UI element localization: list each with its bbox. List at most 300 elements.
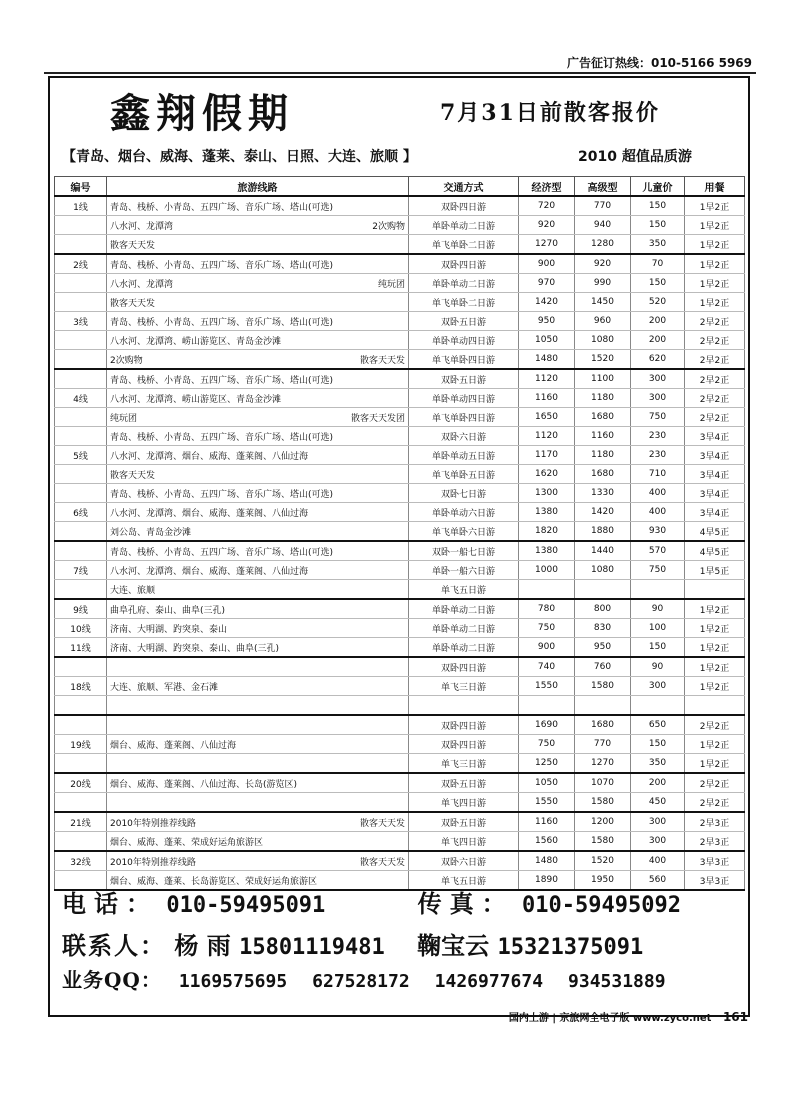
route-text: 烟台、威海、蓬莱阁、八仙过海、长岛(游览区): [110, 779, 298, 790]
table-body: [55, 196, 745, 890]
premium-price: 1420: [575, 503, 631, 522]
table-row: [55, 599, 745, 619]
premium-price: [575, 696, 631, 716]
meal-plan: 1早2正: [685, 657, 745, 677]
meal-plan: 2早2正: [685, 773, 745, 793]
child-price: 400: [631, 503, 685, 522]
economy-price: 720: [519, 196, 575, 216]
economy-price: 1650: [519, 408, 575, 427]
meal-plan: 4早5正: [685, 541, 745, 561]
route-number: [55, 408, 107, 427]
header-child: 儿童价: [631, 177, 685, 197]
transport-mode: 双卧五日游: [409, 369, 519, 389]
meal-plan: 2早2正: [685, 350, 745, 370]
meal-plan: 1早2正: [685, 235, 745, 255]
route-number: [55, 350, 107, 370]
transport-mode: 双卧四日游: [409, 735, 519, 754]
route-number: [55, 696, 107, 716]
route-description: [107, 484, 409, 503]
economy-price: 1120: [519, 427, 575, 446]
route-text: 济南、大明湖、趵突泉、泰山、曲阜(三孔): [110, 643, 280, 654]
economy-price: 1000: [519, 561, 575, 580]
table-row: [55, 561, 745, 580]
route-number: 20线: [55, 773, 107, 793]
premium-price: 1270: [575, 754, 631, 774]
route-description: [107, 408, 409, 427]
transport-mode: 双卧一船七日游: [409, 541, 519, 561]
meal-plan: 2早3正: [685, 812, 745, 832]
route-description: [107, 541, 409, 561]
person-label: 联系人：: [62, 931, 166, 960]
route-description: [107, 389, 409, 408]
economy-price: 1620: [519, 465, 575, 484]
child-price: 100: [631, 619, 685, 638]
transport-mode: 单飞四日游: [409, 832, 519, 852]
premium-price: 1080: [575, 331, 631, 350]
child-price: 300: [631, 832, 685, 852]
child-price: 150: [631, 216, 685, 235]
table-row: [55, 350, 745, 370]
route-description: [107, 446, 409, 465]
price-table: [54, 176, 745, 891]
route-description: [107, 522, 409, 542]
meal-plan: 4早5正: [685, 522, 745, 542]
premium-price: 1580: [575, 832, 631, 852]
child-price: 400: [631, 851, 685, 871]
meal-plan: 2早2正: [685, 369, 745, 389]
route-text: 烟台、威海、蓬莱阁、八仙过海: [110, 740, 237, 751]
table-row: [55, 389, 745, 408]
route-description: [107, 254, 409, 274]
economy-price: 1890: [519, 871, 575, 891]
meal-plan: 2早2正: [685, 312, 745, 331]
qq-line: [62, 964, 666, 993]
child-price: 300: [631, 812, 685, 832]
child-price: 400: [631, 484, 685, 503]
route-description: [107, 293, 409, 312]
meal-plan: 1早2正: [685, 254, 745, 274]
transport-mode: 单卧一船六日游: [409, 561, 519, 580]
premium-price: 950: [575, 638, 631, 658]
child-price: 230: [631, 446, 685, 465]
person-line: [62, 926, 643, 961]
transport-mode: 双卧六日游: [409, 851, 519, 871]
transport-mode: 单卧单动二日游: [409, 274, 519, 293]
economy-price: 1160: [519, 812, 575, 832]
route-number: [55, 754, 107, 774]
route-note: 散客天天发: [359, 818, 405, 829]
route-description: [107, 599, 409, 619]
table-row: [55, 696, 745, 716]
route-description: [107, 350, 409, 370]
transport-mode: 单飞单卧六日游: [409, 522, 519, 542]
transport-mode: 单卧单动五日游: [409, 446, 519, 465]
route-number: 21线: [55, 812, 107, 832]
economy-price: 1690: [519, 715, 575, 735]
premium-price: 1520: [575, 350, 631, 370]
table-row: [55, 832, 745, 852]
meal-plan: 1早2正: [685, 638, 745, 658]
footer-brand: 京旅网全电子版 www.zyco.net: [559, 1013, 712, 1024]
premium-price: 1520: [575, 851, 631, 871]
route-text: 2010年特别推荐线路: [110, 857, 196, 868]
economy-price: 1250: [519, 754, 575, 774]
route-description: [107, 274, 409, 293]
transport-mode: 单飞三日游: [409, 754, 519, 774]
child-price: 620: [631, 350, 685, 370]
economy-price: 1550: [519, 677, 575, 696]
premium-price: 1580: [575, 677, 631, 696]
route-number: [55, 522, 107, 542]
route-number: 5线: [55, 446, 107, 465]
meal-plan: 2早2正: [685, 331, 745, 350]
route-note: 纯玩团: [377, 279, 405, 290]
transport-mode: 单卧单动六日游: [409, 503, 519, 522]
meal-plan: 1早2正: [685, 293, 745, 312]
route-number: [55, 580, 107, 600]
transport-mode: 单卧单动二日游: [409, 599, 519, 619]
route-number: [55, 235, 107, 255]
premium-price: 990: [575, 274, 631, 293]
child-price: [631, 580, 685, 600]
child-price: 350: [631, 235, 685, 255]
table-row: [55, 465, 745, 484]
transport-mode: 双卧四日游: [409, 196, 519, 216]
child-price: 300: [631, 389, 685, 408]
child-price: 90: [631, 657, 685, 677]
child-price: 230: [631, 427, 685, 446]
route-number: [55, 369, 107, 389]
table-row: [55, 216, 745, 235]
economy-price: 780: [519, 599, 575, 619]
route-number: 1线: [55, 196, 107, 216]
route-text: 八水河、龙潭湾、崂山游览区、青岛金沙滩: [110, 336, 282, 347]
premium-price: 1680: [575, 715, 631, 735]
route-number: 7线: [55, 561, 107, 580]
transport-mode: 双卧六日游: [409, 427, 519, 446]
meal-plan: 3早4正: [685, 503, 745, 522]
economy-price: 1380: [519, 503, 575, 522]
table-row: [55, 735, 745, 754]
transport-mode: 双卧五日游: [409, 812, 519, 832]
premium-price: 770: [575, 735, 631, 754]
route-number: [55, 465, 107, 484]
meal-plan: 2早2正: [685, 389, 745, 408]
table-row: [55, 235, 745, 255]
person1-phone: 15801119481: [239, 935, 385, 960]
economy-price: 1300: [519, 484, 575, 503]
transport-mode: 双卧五日游: [409, 773, 519, 793]
route-note: 散客天天发: [359, 355, 405, 366]
table-row: [55, 773, 745, 793]
child-price: 150: [631, 274, 685, 293]
meal-plan: 3早4正: [685, 427, 745, 446]
route-number: [55, 715, 107, 735]
route-description: [107, 369, 409, 389]
route-description: [107, 812, 409, 832]
page-title: 鑫翔假期: [110, 90, 294, 137]
premium-price: [575, 580, 631, 600]
table-row: [55, 580, 745, 600]
route-text: 散客天天发: [110, 470, 156, 481]
premium-price: 1440: [575, 541, 631, 561]
meal-plan: 1早2正: [685, 754, 745, 774]
premium-price: 1180: [575, 389, 631, 408]
route-text: 大连、旅顺、军港、金石滩: [110, 682, 219, 693]
meal-plan: 1早2正: [685, 735, 745, 754]
route-number: 3线: [55, 312, 107, 331]
route-number: [55, 274, 107, 293]
economy-price: [519, 696, 575, 716]
premium-price: 1680: [575, 465, 631, 484]
transport-mode: [409, 696, 519, 716]
table-row: [55, 522, 745, 542]
meal-plan: 3早4正: [685, 465, 745, 484]
transport-mode: 单飞四日游: [409, 793, 519, 813]
person2-name: 鞠宝云: [417, 932, 490, 960]
economy-price: 1420: [519, 293, 575, 312]
route-number: 10线: [55, 619, 107, 638]
route-description: [107, 503, 409, 522]
route-description: [107, 735, 409, 754]
premium-price: 770: [575, 196, 631, 216]
route-description: [107, 754, 409, 774]
route-text: 八水河、龙潭湾、崂山游览区、青岛金沙滩: [110, 394, 282, 405]
route-description: [107, 832, 409, 852]
header-meal: 用餐: [685, 177, 745, 197]
route-text: 八水河、龙潭湾、烟台、威海、蓬莱阁、八仙过海: [110, 566, 309, 577]
table-row: [55, 484, 745, 503]
table-row: [55, 254, 745, 274]
premium-price: 1330: [575, 484, 631, 503]
route-text: 济南、大明湖、趵突泉、泰山: [110, 624, 228, 635]
table-row: [55, 369, 745, 389]
economy-price: 1820: [519, 522, 575, 542]
economy-price: 1480: [519, 350, 575, 370]
meal-plan: 3早3正: [685, 871, 745, 891]
table-row: [55, 619, 745, 638]
route-text: 曲阜孔府、泰山、曲阜(三孔): [110, 605, 226, 616]
transport-mode: 双卧四日游: [409, 254, 519, 274]
economy-price: 1560: [519, 832, 575, 852]
route-description: [107, 196, 409, 216]
route-number: 4线: [55, 389, 107, 408]
transport-mode: 单卧单动四日游: [409, 331, 519, 350]
table-row: [55, 503, 745, 522]
transport-mode: 单飞单卧四日游: [409, 350, 519, 370]
top-rule: [44, 72, 756, 74]
meal-plan: 1早2正: [685, 196, 745, 216]
route-text: 青岛、栈桥、小青岛、五四广场、音乐广场、塔山(可选): [110, 432, 334, 443]
route-number: 18线: [55, 677, 107, 696]
meal-plan: 3早4正: [685, 484, 745, 503]
premium-price: 1200: [575, 812, 631, 832]
fax-label: 传真：: [417, 889, 514, 918]
meal-plan: 1早2正: [685, 619, 745, 638]
child-price: 750: [631, 408, 685, 427]
premium-price: 1450: [575, 293, 631, 312]
route-number: [55, 216, 107, 235]
route-number: [55, 541, 107, 561]
route-description: [107, 657, 409, 677]
meal-plan: 3早4正: [685, 446, 745, 465]
table-row: [55, 715, 745, 735]
table-row: [55, 851, 745, 871]
transport-mode: 单卧单动四日游: [409, 389, 519, 408]
meal-plan: 2早2正: [685, 408, 745, 427]
qq-number: 1426977674: [434, 971, 544, 992]
child-price: 570: [631, 541, 685, 561]
qq-label: 业务QQ：: [62, 968, 162, 992]
table-row: [55, 793, 745, 813]
transport-mode: 双卧五日游: [409, 312, 519, 331]
table-row: [55, 812, 745, 832]
child-price: 200: [631, 331, 685, 350]
table-row: [55, 312, 745, 331]
premium-price: 830: [575, 619, 631, 638]
premium-price: 1950: [575, 871, 631, 891]
child-price: 70: [631, 254, 685, 274]
premium-price: 760: [575, 657, 631, 677]
economy-price: 900: [519, 254, 575, 274]
route-number: 2线: [55, 254, 107, 274]
transport-mode: 单飞三日游: [409, 677, 519, 696]
child-price: 650: [631, 715, 685, 735]
transport-mode: 双卧四日游: [409, 657, 519, 677]
premium-price: 1080: [575, 561, 631, 580]
meal-plan: 2早2正: [685, 715, 745, 735]
child-price: 300: [631, 369, 685, 389]
footer-section: 国内上游: [508, 1013, 549, 1024]
transport-mode: 单卧单动二日游: [409, 638, 519, 658]
premium-price: 1280: [575, 235, 631, 255]
route-text: 纯玩团: [110, 413, 138, 424]
person2-phone: 15321375091: [497, 935, 644, 960]
route-number: 11线: [55, 638, 107, 658]
transport-mode: 双卧七日游: [409, 484, 519, 503]
transport-mode: 单飞五日游: [409, 871, 519, 891]
route-note: 散客天天发: [359, 857, 405, 868]
child-price: 150: [631, 735, 685, 754]
page-footer: 国内上游 | 京旅网全电子版 www.zyco.net 161: [508, 1010, 748, 1024]
route-description: [107, 465, 409, 484]
table-row: [55, 408, 745, 427]
table-row: [55, 446, 745, 465]
transport-mode: 单飞单卧二日游: [409, 235, 519, 255]
route-number: [55, 832, 107, 852]
route-text: 青岛、栈桥、小青岛、五四广场、音乐广场、塔山(可选): [110, 547, 334, 558]
economy-price: 950: [519, 312, 575, 331]
economy-price: 1380: [519, 541, 575, 561]
route-text: 青岛、栈桥、小青岛、五四广场、音乐广场、塔山(可选): [110, 375, 334, 386]
premium-price: 1160: [575, 427, 631, 446]
transport-mode: 单卧单动二日游: [409, 216, 519, 235]
route-number: [55, 484, 107, 503]
route-text: 烟台、威海、蓬莱、荣成好运角旅游区: [110, 837, 264, 848]
route-description: [107, 793, 409, 813]
table-row: [55, 427, 745, 446]
route-description: [107, 580, 409, 600]
economy-price: 900: [519, 638, 575, 658]
transport-mode: 单飞单卧二日游: [409, 293, 519, 312]
route-text: 八水河、龙潭湾: [110, 279, 174, 290]
route-description: [107, 773, 409, 793]
child-price: 560: [631, 871, 685, 891]
route-text: 青岛、栈桥、小青岛、五四广场、音乐广场、塔山(可选): [110, 317, 334, 328]
child-price: 930: [631, 522, 685, 542]
fax-number: 010-59495092: [522, 893, 681, 918]
child-price: 200: [631, 773, 685, 793]
meal-plan: 1早2正: [685, 216, 745, 235]
economy-price: 1170: [519, 446, 575, 465]
route-description: [107, 331, 409, 350]
route-number: [55, 657, 107, 677]
route-text: 刘公岛、青岛金沙滩: [110, 527, 192, 538]
meal-plan: 3早3正: [685, 851, 745, 871]
transport-mode: 单卧单动二日游: [409, 619, 519, 638]
table-row: [55, 293, 745, 312]
premium-price: 1180: [575, 446, 631, 465]
route-text: 散客天天发: [110, 298, 156, 309]
route-description: [107, 312, 409, 331]
economy-price: 750: [519, 735, 575, 754]
transport-mode: 双卧四日游: [409, 715, 519, 735]
meal-plan: 1早2正: [685, 274, 745, 293]
meal-plan: 1早2正: [685, 677, 745, 696]
meal-plan: [685, 580, 745, 600]
economy-price: 1160: [519, 389, 575, 408]
header-premium: 高级型: [575, 177, 631, 197]
header-economy: 经济型: [519, 177, 575, 197]
phone-number: 010-59495091: [166, 893, 326, 918]
phone-line: [62, 884, 681, 919]
premium-price: 920: [575, 254, 631, 274]
child-price: [631, 696, 685, 716]
economy-price: [519, 580, 575, 600]
meal-plan: [685, 696, 745, 716]
economy-price: 750: [519, 619, 575, 638]
route-description: [107, 677, 409, 696]
route-text: 青岛、栈桥、小青岛、五四广场、音乐广场、塔山(可选): [110, 489, 334, 500]
qq-number: 627528172: [312, 971, 410, 992]
route-text: 青岛、栈桥、小青岛、五四广场、音乐广场、塔山(可选): [110, 202, 334, 213]
route-text: 青岛、栈桥、小青岛、五四广场、音乐广场、塔山(可选): [110, 260, 334, 271]
route-text: 大连、旅顺: [110, 585, 156, 596]
destination-list: 【青岛、烟台、威海、蓬莱、泰山、日照、大连、旅顺 】: [62, 149, 417, 165]
child-price: 200: [631, 312, 685, 331]
qq-number: 934531889: [568, 971, 666, 992]
meal-plan: 1早2正: [685, 599, 745, 619]
route-text: 散客天天发: [110, 240, 156, 251]
route-description: [107, 619, 409, 638]
route-description: [107, 216, 409, 235]
table-row: [55, 677, 745, 696]
table-row: [55, 196, 745, 216]
slogan: 2010 超值品质游: [578, 149, 692, 165]
route-number: 9线: [55, 599, 107, 619]
table-row: [55, 274, 745, 293]
premium-price: 1680: [575, 408, 631, 427]
economy-price: 1050: [519, 331, 575, 350]
route-number: 32线: [55, 851, 107, 871]
route-number: 19线: [55, 735, 107, 754]
premium-price: 1070: [575, 773, 631, 793]
page-subtitle: 7月31日前散客报价: [440, 100, 660, 126]
qq-number: 1169575695: [178, 971, 288, 992]
child-price: 300: [631, 677, 685, 696]
route-number: [55, 427, 107, 446]
premium-price: 960: [575, 312, 631, 331]
